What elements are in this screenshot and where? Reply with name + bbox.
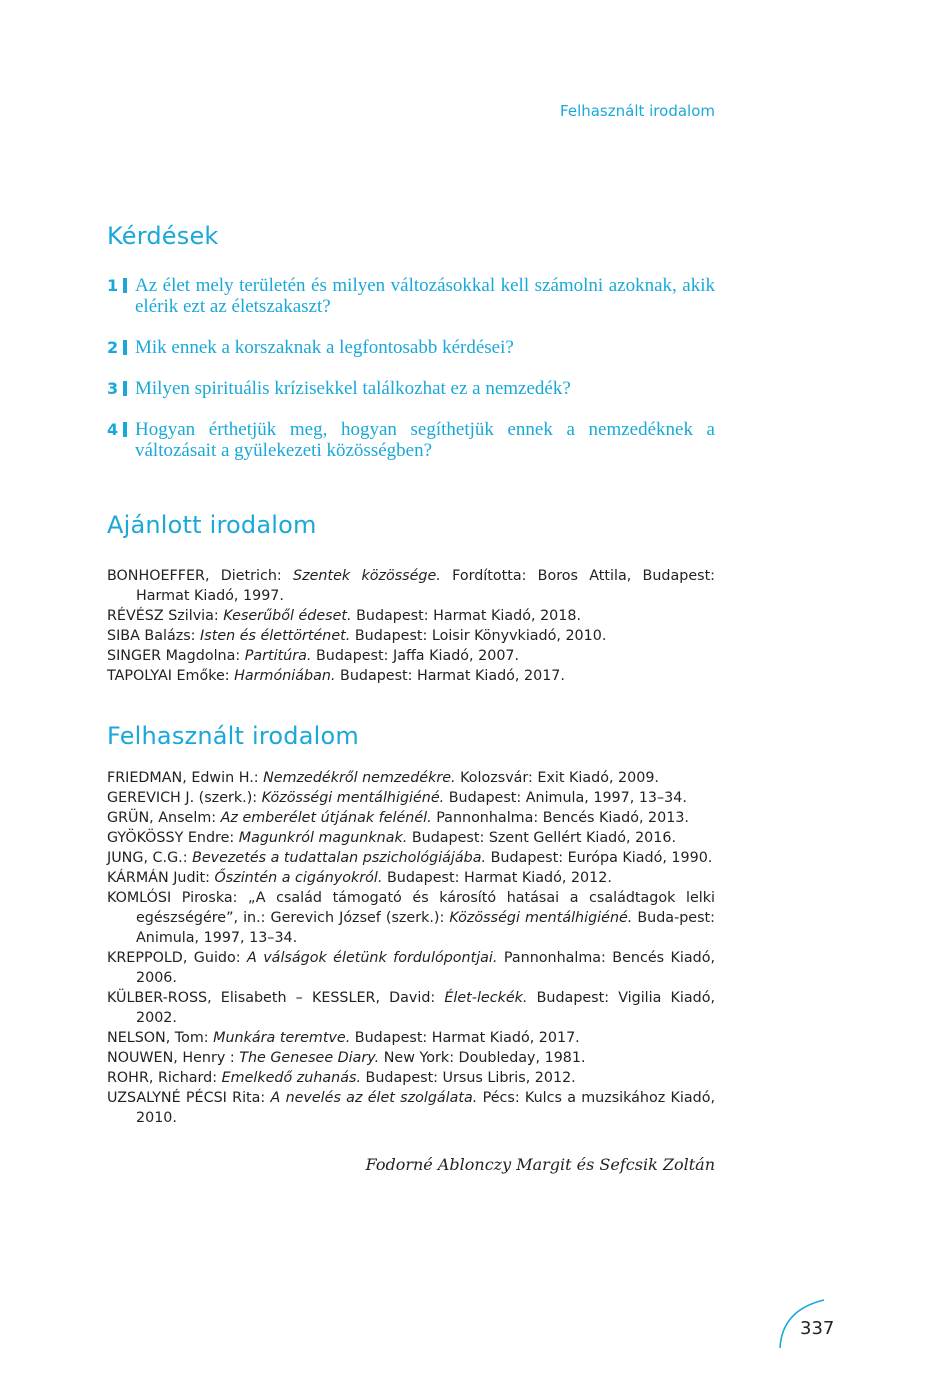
reference-item: NELSON, Tom: Munkára teremtve. Budapest: Harmat Kiadó, 2017.	[107, 1030, 580, 1046]
question-text: Az élet mely területén és milyen változásokkal kell számolni azoknak, akik elérik ezt az életszakaszt?	[135, 275, 715, 317]
used-literature-section	[107, 722, 715, 1128]
reference-item: FRIEDMAN, Edwin H.: Nemzedékről nemzedékre. Kolozsvár: Exit Kiadó, 2009.	[107, 770, 659, 786]
question-number: 3	[107, 378, 127, 399]
question-item	[107, 337, 715, 358]
reference-item: KÜLBER-ROSS, Elisabeth – KESSLER, David: Élet-leckék. Budapest: Vigilia Kiadó, 2002.	[107, 990, 716, 1026]
reference-item: SINGER Magdolna: Partitúra. Budapest: Jaffa Kiadó, 2007.	[107, 648, 520, 664]
question-item	[107, 275, 715, 317]
reference-item: GEREVICH J. (szerk.): Közösségi mentálhigiéné. Budapest: Animula, 1997, 13–34.	[107, 790, 687, 806]
reference-item: KREPPOLD, Guido: A válságok életünk fordulópontjai. Pannonhalma: Bencés Kiadó, 2006.	[107, 950, 715, 986]
reference-item: BONHOEFFER, Dietrich: Szentek közössége. Fordította: Boros Attila, Budapest: Harmat Kiadó, 1997.	[107, 568, 715, 604]
reference-item: GYÖKÖSSY Endre: Magunkról magunknak. Budapest: Szent Gellért Kiadó, 2016.	[107, 830, 676, 846]
reference-item: UZSALYNÉ PÉCSI Rita: A nevelés az élet szolgálata. Pécs: Kulcs a muzsikához Kiadó, 2010.	[107, 1090, 716, 1126]
question-text: Hogyan érthetjük meg, hogyan segíthetjük ennek a nemzedéknek a változásait a gyülekezeti közösségben?	[135, 419, 715, 461]
used-literature-list	[107, 768, 715, 1128]
recommended-list	[107, 566, 715, 686]
reference-item: KÁRMÁN Judit: Őszintén a cigányokról. Budapest: Harmat Kiadó, 2012.	[107, 870, 612, 886]
questions-section	[107, 222, 715, 481]
used-literature-heading: Felhasznált irodalom	[107, 722, 359, 750]
recommended-heading: Ajánlott irodalom	[107, 511, 317, 539]
reference-item: SIBA Balázs: Isten és élettörténet. Budapest: Loisir Könyvkiadó, 2010.	[107, 628, 607, 644]
question-list	[107, 275, 715, 461]
reference-item: GRÜN, Anselm: Az emberélet útjának felénél. Pannonhalma: Bencés Kiadó, 2013.	[107, 810, 689, 826]
question-item	[107, 378, 715, 399]
author-signature: Fodorné Ablonczy Margit és Sefcsik Zoltán	[365, 1155, 715, 1174]
question-text: Milyen spirituális krízisekkel találkozhat ez a nemzedék?	[135, 378, 571, 399]
recommended-section	[107, 511, 715, 686]
question-number: 4	[107, 419, 127, 440]
reference-item: RÉVÉSZ Szilvia: Keserűből édeset. Budapest: Harmat Kiadó, 2018.	[107, 608, 581, 624]
question-item	[107, 419, 715, 461]
question-number: 2	[107, 337, 127, 358]
reference-item: TAPOLYAI Emőke: Harmóniában. Budapest: Harmat Kiadó, 2017.	[107, 668, 565, 684]
question-number: 1	[107, 275, 127, 296]
running-head: Felhasznált irodalom	[560, 102, 715, 120]
reference-item: ROHR, Richard: Emelkedő zuhanás. Budapest: Ursus Libris, 2012.	[107, 1070, 576, 1086]
question-text: Mik ennek a korszaknak a legfontosabb kérdései?	[135, 337, 514, 358]
page-number: 337	[800, 1318, 835, 1339]
reference-item: KOMLÓSI Piroska: „A család támogató és károsító hatásai a családtagok lelki egészségére”, in.: Gerevich József (szerk.): Közösségi mentálhigiéné. Buda-pest: Animula, 1997, 13–34.	[107, 890, 715, 946]
reference-item: JUNG, C.G.: Bevezetés a tudattalan pszichológiájába. Budapest: Európa Kiadó, 1990.	[107, 850, 713, 866]
questions-heading: Kérdések	[107, 222, 219, 250]
reference-item: NOUWEN, Henry : The Genesee Diary. New York: Doubleday, 1981.	[107, 1050, 586, 1066]
